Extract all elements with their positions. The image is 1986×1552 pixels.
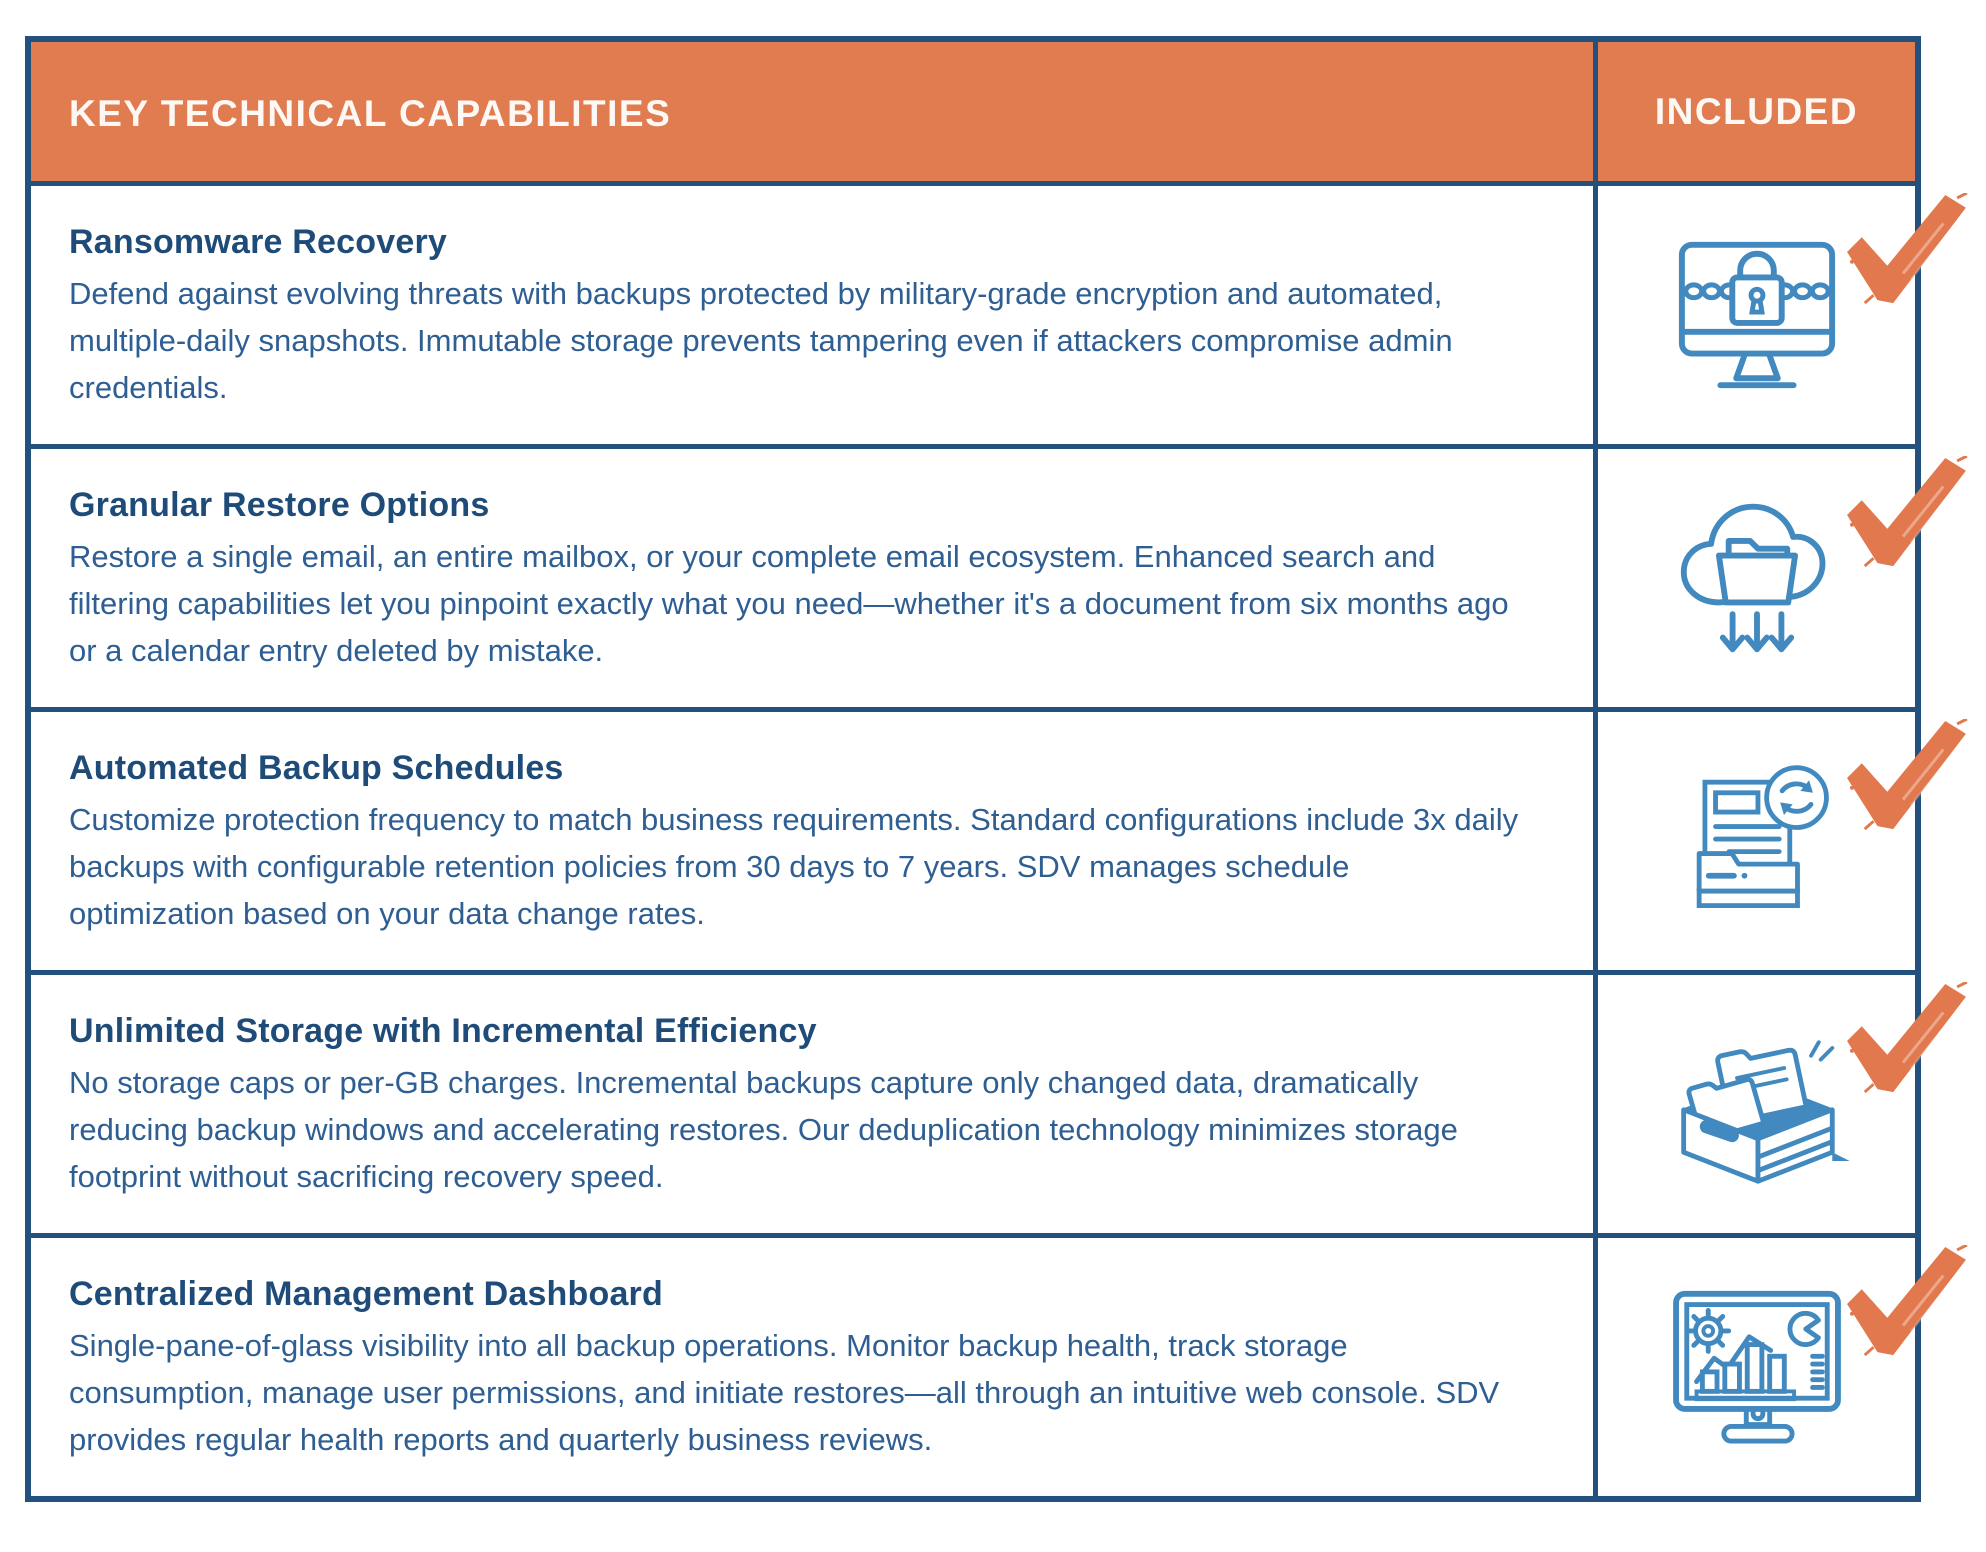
- capability-title: Unlimited Storage with Incremental Efficiency: [69, 1012, 817, 1050]
- capability-description: Restore a single email, an entire mailbox, or your complete email ecosystem. Enhanced search and filtering capabilities let you pinpoint exactly what you need—whether it's a document from six months ago or a calendar entry deleted by mistake.: [69, 539, 1509, 668]
- included-cell: [1593, 712, 1915, 970]
- capability-title: Ransomware Recovery: [69, 223, 447, 261]
- included-checkmark-icon: [1841, 719, 1969, 833]
- capabilities-column-header: KEY TECHNICAL CAPABILITIES: [69, 92, 672, 134]
- analytics-dashboard-icon: [1669, 1288, 1845, 1446]
- header-capabilities-cell: [31, 42, 1593, 181]
- capability-cell: [31, 1238, 1593, 1496]
- included-cell: [1593, 975, 1915, 1233]
- monitor-lock-chain-icon: [1673, 239, 1841, 391]
- header-included-cell: [1593, 42, 1915, 181]
- capability-title: Granular Restore Options: [69, 486, 490, 524]
- table-row: [31, 444, 1915, 707]
- capability-title: Automated Backup Schedules: [69, 749, 564, 787]
- table-row: [31, 1233, 1915, 1496]
- capability-cell: [31, 975, 1593, 1233]
- table-header-row: [31, 42, 1915, 181]
- capability-title: Centralized Management Dashboard: [69, 1275, 663, 1313]
- included-column-header: INCLUDED: [1654, 90, 1859, 132]
- capability-description: Customize protection frequency to match business requirements. Standard configurations include 3x daily backups with configurable retention policies from 30 days to 7 years. SDV manages schedule optimization based on your data change rates.: [69, 802, 1519, 931]
- file-archive-box-icon: [1664, 1021, 1850, 1187]
- included-checkmark-icon: [1841, 456, 1969, 570]
- included-cell: [1593, 449, 1915, 707]
- document-sync-archive-icon: [1676, 759, 1838, 923]
- cloud-folder-download-icon: [1674, 493, 1840, 663]
- capability-description: No storage caps or per-GB charges. Incremental backups capture only changed data, dramatically reducing backup windows and accelerating restores. Our deduplication technology minimizes storage footprint without sacrificing recovery speed.: [69, 1065, 1458, 1194]
- included-cell: [1593, 186, 1915, 444]
- capability-cell: [31, 712, 1593, 970]
- table-row: [31, 181, 1915, 444]
- table-row: [31, 707, 1915, 970]
- included-checkmark-icon: [1841, 193, 1969, 307]
- included-checkmark-icon: [1841, 982, 1969, 1096]
- capability-description: Defend against evolving threats with backups protected by military-grade encryption and automated, multiple-daily snapshots. Immutable storage prevents tampering even if attackers compromise admin credentials.: [69, 276, 1453, 405]
- capability-description: Single-pane-of-glass visibility into all backup operations. Monitor backup health, track storage consumption, manage user permissions, and initiate restores—all through an intuitive web console. SDV provides regular health reports and quarterly business reviews.: [69, 1328, 1500, 1457]
- capabilities-table: [25, 36, 1921, 1502]
- included-checkmark-icon: [1841, 1245, 1969, 1359]
- table-row: [31, 970, 1915, 1233]
- capability-cell: [31, 186, 1593, 444]
- included-cell: [1593, 1238, 1915, 1496]
- capability-cell: [31, 449, 1593, 707]
